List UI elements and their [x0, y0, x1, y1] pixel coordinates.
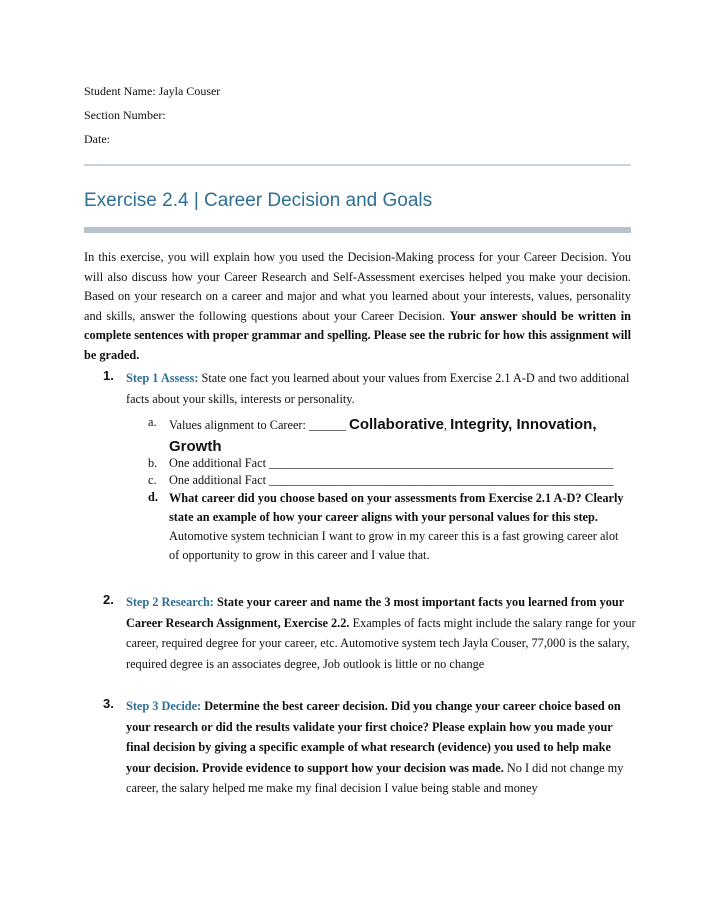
step-number-1: 1. — [103, 368, 114, 383]
subitem-a-text: Values alignment to Career: ______ — [169, 418, 346, 432]
subitem-b — [148, 455, 631, 473]
step-1-item — [126, 368, 636, 409]
subitem-d-question: What career did you choose based on your assessments from Exercise 2.1 A-D? Clearly state an example of how your career aligns with your personal values for this step. — [169, 491, 624, 524]
title-divider — [84, 227, 631, 233]
section-number-line: Section Number: — [84, 108, 166, 122]
subitem-d — [148, 489, 631, 561]
step-2-question: State your career and name the 3 most important facts you learned from your Career Research Assignment, Exercise 2.2. — [126, 595, 624, 630]
step-1-label: Step 1 Assess: — [126, 371, 199, 385]
step-2-label: Step 2 Research: — [126, 595, 214, 609]
values-answer-1: Collaborative — [348, 416, 445, 433]
step-1-prompt: State one fact you learned about your values from Exercise 2.1 A-D and two additional facts about your skills, interests or personality. — [126, 371, 630, 406]
subitem-b-text: One additional Fact ________________________________________________________ — [169, 456, 614, 470]
subitem-b-letter: b. — [148, 456, 158, 470]
student-name-line: Student Name: Jayla Couser — [84, 84, 221, 98]
step-number-2: 2. — [103, 592, 114, 607]
subitem-c-text: One additional Fact ________________________________________________________ — [169, 473, 614, 487]
step-2-prompt: Examples of facts might include the salary range for your career, required degree for your career, etc. — [126, 615, 636, 650]
intro-bold-text: Your answer should be written in complete sentences with proper grammar and spelling. Please see the rubric for how this assignment will be graded. — [84, 308, 631, 362]
step-3-question: Determine the best career decision. Did you change your career choice based on your research or did the results validate your first choice? Please explain how you made your final decision by giving a specific example of what research (evidence) you used to help make your decision. Provide evidence to support how your decision was made. — [126, 699, 621, 775]
step-3-item — [126, 696, 636, 799]
step-3-answer: No I did not change my career, the salary helped me make my final decision I value being stable and money — [126, 760, 624, 795]
step-3-label: Step 3 Decide: — [126, 699, 202, 713]
values-answer-sep: , — [444, 418, 448, 432]
subitem-c-letter: c. — [148, 473, 157, 487]
page-title: Exercise 2.4 | Career Decision and Goals — [84, 190, 433, 211]
subitem-a — [148, 414, 631, 454]
step-2-item — [126, 592, 636, 674]
date-line: Date: — [84, 132, 110, 146]
subitem-a-letter: a. — [148, 415, 157, 429]
values-answer-2: Integrity, Innovation, — [450, 416, 597, 433]
subitem-d-letter: d. — [148, 490, 158, 504]
values-answer-3: Growth — [169, 438, 222, 455]
subitem-d-answer: Automotive system technician I want to grow in my career this is a fast growing career alot of opportunity to grow in this career and I value that. — [169, 529, 619, 562]
subitem-c — [148, 472, 631, 490]
intro-paragraph — [84, 248, 631, 366]
step-2-answer: Automotive system tech Jayla Couser, 77,000 is the salary, required degree is an associates degree, Job outlook is little or no change — [126, 636, 630, 671]
step-number-3: 3. — [103, 696, 114, 711]
intro-text: In this exercise, you will explain how you used the Decision-Making process for your Career Decision. You will also discuss how your Career Research and Self-Assessment exercises helped you make your decision. Based on your research on a career and major and what you learned about your interests, values, personality and skills, answer the following questions about your Career Decision. — [84, 250, 631, 323]
header-divider — [84, 164, 631, 166]
